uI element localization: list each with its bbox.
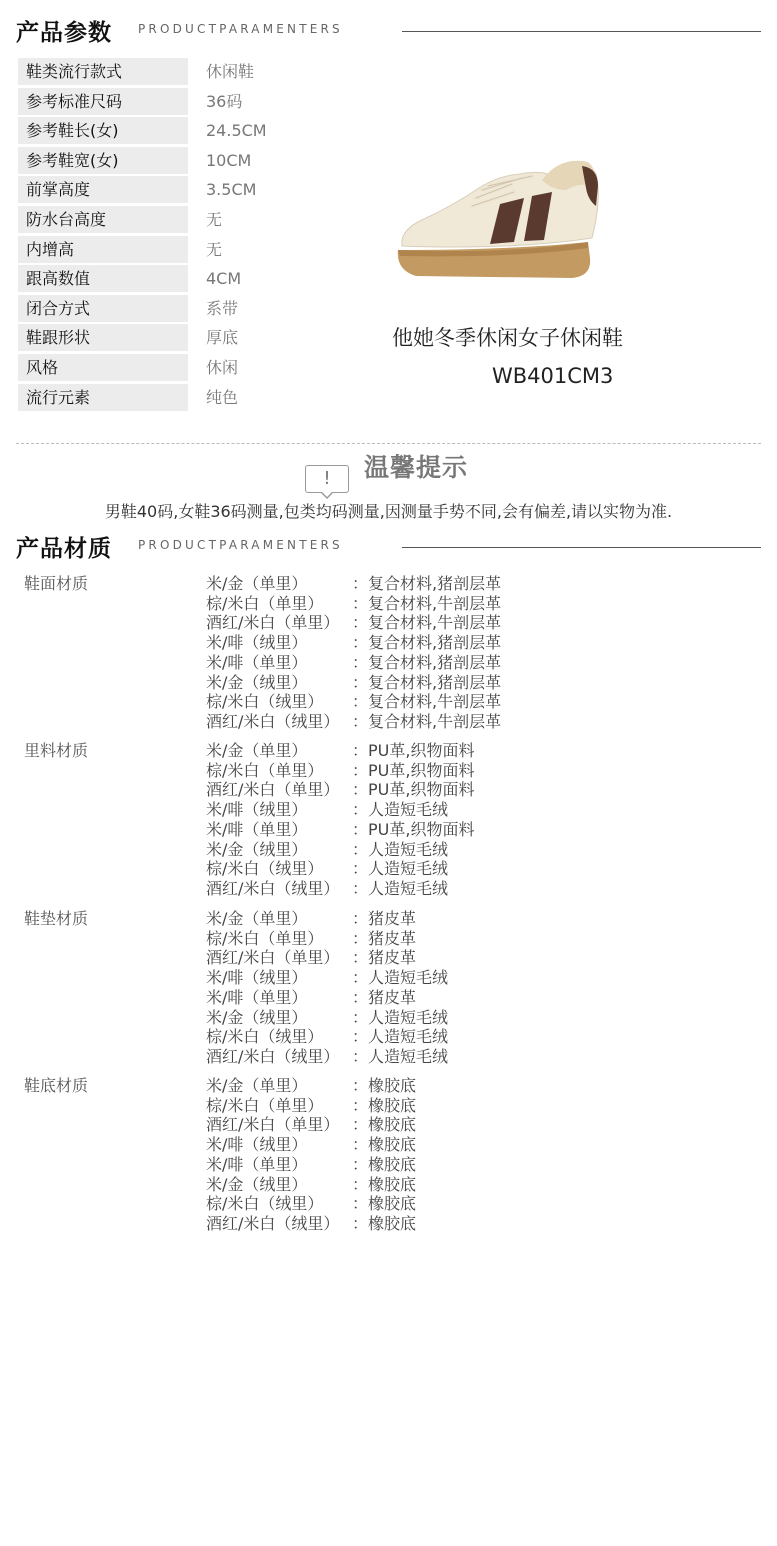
param-row [18, 354, 348, 384]
material-row [0, 712, 777, 732]
section-title: 产品材质 [16, 536, 112, 562]
exclamation-mark: ! [323, 468, 331, 489]
material-row [0, 574, 777, 594]
material-row [0, 800, 777, 820]
param-key: 前掌高度 [18, 176, 188, 203]
param-key: 参考标准尺码 [18, 88, 188, 115]
material-color-variant: 米/金（绒里） [206, 1174, 308, 1194]
material-color-variant: 棕/米白（绒里） [206, 859, 324, 879]
section-divider [402, 547, 761, 548]
material-color-variant: 米/啡（绒里） [206, 968, 308, 988]
material-value: ：橡胶底 [352, 1174, 417, 1194]
material-color-variant: 酒红/米白（单里） [206, 780, 340, 800]
material-row [0, 1008, 777, 1028]
param-value: 36码 [206, 91, 243, 111]
material-label: 鞋面材质 [24, 574, 89, 593]
material-row [0, 879, 777, 899]
param-row [18, 117, 348, 147]
param-value: 系带 [206, 298, 239, 318]
material-value: ：猪皮革 [352, 987, 417, 1007]
material-value: ：复合材料,牛剖层革 [352, 711, 502, 731]
material-color-variant: 米/啡（单里） [206, 987, 308, 1007]
material-value: ：橡胶底 [352, 1095, 417, 1115]
material-value: ：橡胶底 [352, 1115, 417, 1135]
material-color-variant: 米/啡（单里） [206, 1154, 308, 1174]
material-value: ：复合材料,猪剖层革 [352, 652, 502, 672]
material-color-variant: 棕/米白（单里） [206, 928, 324, 948]
param-key: 鞋跟形状 [18, 324, 188, 351]
material-row [0, 653, 777, 673]
material-row [0, 988, 777, 1008]
material-row [0, 673, 777, 693]
material-row [0, 859, 777, 879]
material-value: ：人造短毛绒 [352, 1027, 449, 1047]
param-row [18, 384, 348, 414]
material-color-variant: 米/啡（绒里） [206, 800, 308, 820]
section-subtitle: PRODUCTPARAMENTERS [138, 538, 343, 552]
material-value: ：复合材料,猪剖层革 [352, 672, 502, 692]
material-row [0, 1076, 777, 1096]
param-key: 闭合方式 [18, 295, 188, 322]
material-color-variant: 米/啡（绒里） [206, 1135, 308, 1155]
material-row [0, 1155, 777, 1175]
param-row [18, 147, 348, 177]
material-value: ：橡胶底 [352, 1076, 417, 1095]
material-value: ：PU革,织物面料 [352, 780, 475, 800]
param-row [18, 236, 348, 266]
param-value: 纯色 [206, 387, 239, 407]
material-row [0, 692, 777, 712]
material-value: ：橡胶底 [352, 1194, 417, 1214]
shoe-image [392, 146, 612, 286]
material-color-variant: 酒红/米白（绒里） [206, 711, 340, 731]
material-value: ：人造短毛绒 [352, 1007, 449, 1027]
param-key: 参考鞋宽(女) [18, 147, 188, 174]
material-value: ：复合材料,猪剖层革 [352, 633, 502, 653]
material-row [0, 948, 777, 968]
param-key: 参考鞋长(女) [18, 117, 188, 144]
material-color-variant: 米/金（绒里） [206, 672, 308, 692]
material-row [0, 1047, 777, 1067]
material-row [0, 1135, 777, 1155]
tip-text: 男鞋40码,女鞋36码测量,包类均码测量,因测量手势不同,会有偏差,请以实物为准. [104, 502, 673, 521]
product-name: 他她冬季休闲女子休闲鞋 [392, 326, 623, 350]
param-value: 10CM [206, 150, 252, 170]
material-row [0, 1115, 777, 1135]
param-row [18, 295, 348, 325]
material-row [0, 909, 777, 929]
material-row [0, 741, 777, 761]
param-value: 24.5CM [206, 121, 267, 141]
material-value: ：PU革,织物面料 [352, 741, 475, 760]
param-row [18, 324, 348, 354]
param-table [18, 58, 348, 413]
param-key: 风格 [18, 354, 188, 381]
section-subtitle: PRODUCTPARAMENTERS [138, 22, 343, 36]
param-key: 鞋类流行款式 [18, 58, 188, 85]
param-key: 跟高数值 [18, 265, 188, 292]
material-row [0, 761, 777, 781]
section-divider [402, 31, 761, 32]
param-row [18, 206, 348, 236]
material-color-variant: 酒红/米白（单里） [206, 948, 340, 968]
material-value: ：人造短毛绒 [352, 839, 449, 859]
param-row [18, 58, 348, 88]
material-value: ：复合材料,牛剖层革 [352, 613, 502, 633]
param-row [18, 176, 348, 206]
material-value: ：猪皮革 [352, 909, 417, 928]
material-color-variant: 棕/米白（绒里） [206, 692, 324, 712]
param-key: 流行元素 [18, 384, 188, 411]
material-value: ：PU革,织物面料 [352, 819, 475, 839]
exclamation-icon [305, 465, 349, 493]
material-label: 鞋垫材质 [24, 909, 89, 928]
material-color-variant: 酒红/米白（绒里） [206, 878, 340, 898]
material-label: 里料材质 [24, 741, 89, 760]
material-row [0, 1175, 777, 1195]
material-value: ：橡胶底 [352, 1135, 417, 1155]
material-color-variant: 酒红/米白（单里） [206, 613, 340, 633]
param-value: 3.5CM [206, 180, 257, 200]
material-row [0, 840, 777, 860]
param-value: 休闲 [206, 357, 239, 377]
param-value: 厚底 [206, 328, 239, 348]
param-key: 内增高 [18, 236, 188, 263]
param-value: 无 [206, 209, 223, 229]
material-row [0, 1214, 777, 1234]
material-color-variant: 棕/米白（绒里） [206, 1194, 324, 1214]
material-color-variant: 棕/米白（单里） [206, 1095, 324, 1115]
material-color-variant: 米/金（绒里） [206, 839, 308, 859]
material-row [0, 929, 777, 949]
param-value: 休闲鞋 [206, 62, 255, 81]
material-color-variant: 酒红/米白（单里） [206, 1115, 340, 1135]
product-code: WB401CM3 [492, 364, 614, 388]
tip-title: 温馨提示 [364, 453, 469, 482]
section-header-params [0, 6, 777, 46]
material-color-variant: 米/金（单里） [206, 909, 308, 928]
param-key: 防水台高度 [18, 206, 188, 233]
param-row [18, 265, 348, 295]
material-value: ：橡胶底 [352, 1154, 417, 1174]
material-row [0, 820, 777, 840]
material-color-variant: 棕/米白（单里） [206, 593, 324, 613]
material-color-variant: 米/金（单里） [206, 741, 308, 760]
material-color-variant: 米/金（单里） [206, 1076, 308, 1095]
material-color-variant: 棕/米白（单里） [206, 760, 324, 780]
material-row [0, 613, 777, 633]
material-value: ：人造短毛绒 [352, 878, 449, 898]
material-value: ：人造短毛绒 [352, 968, 449, 988]
material-value: ：人造短毛绒 [352, 800, 449, 820]
material-row [0, 633, 777, 653]
material-value: ：人造短毛绒 [352, 1046, 449, 1066]
material-color-variant: 米/金（绒里） [206, 1007, 308, 1027]
material-value: ：人造短毛绒 [352, 859, 449, 879]
material-color-variant: 酒红/米白（绒里） [206, 1046, 340, 1066]
material-color-variant: 米/啡（单里） [206, 652, 308, 672]
section-header-materials [0, 522, 777, 562]
material-value: ：复合材料,牛剖层革 [352, 692, 502, 712]
material-value: ：橡胶底 [352, 1213, 417, 1233]
material-value: ：猪皮革 [352, 948, 417, 968]
material-row [0, 594, 777, 614]
param-value: 无 [206, 239, 223, 259]
material-row [0, 1027, 777, 1047]
material-value: ：猪皮革 [352, 928, 417, 948]
material-color-variant: 酒红/米白（绒里） [206, 1213, 340, 1233]
material-value: ：复合材料,猪剖层革 [352, 574, 502, 593]
material-color-variant: 米/啡（绒里） [206, 633, 308, 653]
material-row [0, 968, 777, 988]
section-title: 产品参数 [16, 20, 112, 46]
material-color-variant: 米/金（单里） [206, 574, 308, 593]
material-color-variant: 米/啡（单里） [206, 819, 308, 839]
param-value: 4CM [206, 269, 242, 289]
material-row [0, 1194, 777, 1214]
material-color-variant: 棕/米白（绒里） [206, 1027, 324, 1047]
material-value: ：PU革,织物面料 [352, 760, 475, 780]
dashed-divider [16, 443, 761, 444]
material-row [0, 780, 777, 800]
material-row [0, 1096, 777, 1116]
material-label: 鞋底材质 [24, 1076, 89, 1095]
material-value: ：复合材料,牛剖层革 [352, 593, 502, 613]
param-row [18, 88, 348, 118]
speech-bubble-tail-inner [322, 492, 332, 497]
